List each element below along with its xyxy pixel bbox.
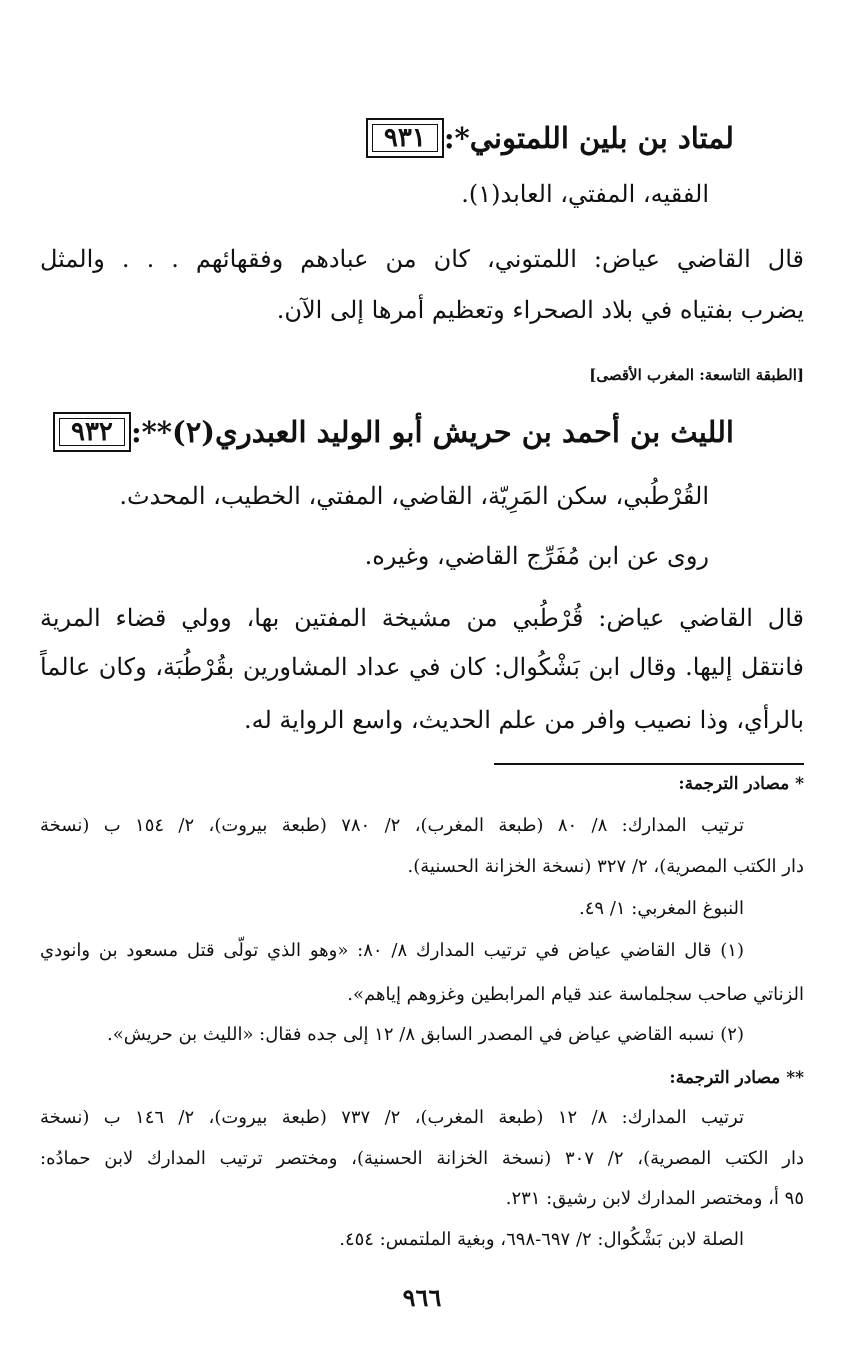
- sources-2-line-4: الصلة لابن بَشْكُوال: ٢/ ٦٩٧-٦٩٨، وبغية الملتمس: ٤٥٤.: [339, 1229, 744, 1250]
- sources-2-line-1: ترتيب المدارك: ٨/ ١٢ (طبعة المغرب)، ٢/ ٧٣٧ (طبعة بيروت)، ٢/ ١٤٦ ب (نسخة: [40, 1107, 744, 1128]
- sources-2-line-2: دار الكتب المصرية)، ٢/ ٣٠٧ (نسخة الخزانة الحسنية)، ومختصر ترتيب المدارك لابن حمادُه:: [40, 1148, 804, 1169]
- note-1-line-2: الزناتي صاحب سجلماسة عند قيام المرابطين وغزوهم إياهم».: [347, 984, 804, 1005]
- note-1-line-1: (١) قال القاضي عياض في ترتيب المدارك ٨/ ٨٠: «وهو الذي تولّى قتل مسعود بن وانودي: [40, 940, 744, 961]
- sources-1-heading: * مصادر الترجمة:: [678, 774, 804, 794]
- entry-932-line-4: فانتقل إليها. وقال ابن بَشْكُوال: كان في عداد المشاورين بقُرْطُبَة، وكان عالماً: [40, 653, 804, 681]
- sources-2-heading: ** مصادر الترجمة:: [669, 1068, 804, 1088]
- entry-number: ٩٣١: [383, 123, 426, 153]
- entry-number-box: [366, 118, 444, 158]
- page-number: ٩٦٦: [402, 1283, 442, 1312]
- sources-2-line-3: ٩٥ أ، ومختصر المدارك لابن رشيق: ٢٣١.: [505, 1188, 804, 1209]
- sources-1-line-1: ترتيب المدارك: ٨/ ٨٠ (طبعة المغرب)، ٢/ ٧٨٠ (طبعة بيروت)، ٢/ ١٥٤ ب (نسخة: [40, 815, 744, 836]
- sources-1-line-2: دار الكتب المصرية)، ٢/ ٣٢٧ (نسخة الخزانة الحسنية).: [407, 856, 804, 877]
- entry-931-line-1: الفقيه، المفتي، العابد(١).: [461, 180, 709, 208]
- entry-932-line-3: قال القاضي عياض: قُرْطُبي من مشيخة المفتين بها، وولي قضاء المرية: [40, 604, 804, 632]
- entry-932-line-5: بالرأي، وذا نصيب وافر من علم الحديث، واسع الرواية له.: [243, 706, 804, 734]
- entry-932-heading: [53, 412, 750, 452]
- entry-932-line-1: القُرْطُبي، سكن المَرِيّة، القاضي، المفتي، الخطيب، المحدث.: [119, 482, 709, 510]
- entry-931-line-3: يضرب بفتياه في بلاد الصحراء وتعظيم أمرها إلى الآن.: [276, 296, 804, 324]
- entry-title: الليث بن أحمد بن حريش أبو الوليد العبدري(٢)**:: [130, 415, 734, 449]
- sources-1-line-3: النبوغ المغربي: ١/ ٤٩.: [579, 898, 744, 919]
- entry-number: ٩٣٢: [70, 417, 113, 447]
- entry-931-heading: [366, 118, 750, 158]
- section-tag: [الطبقة التاسعة: المغرب الأقصى]: [589, 366, 804, 384]
- footnote-divider: [494, 763, 804, 765]
- entry-number-box: [53, 412, 131, 452]
- entry-932-line-2: روى عن ابن مُفَرِّج القاضي، وغيره.: [364, 542, 709, 570]
- note-2: (٢) نسبه القاضي عياض في المصدر السابق ٨/ ١٢ إلى جده فقال: «الليث بن حريش».: [106, 1024, 744, 1045]
- entry-931-line-2: قال القاضي عياض: اللمتوني، كان من عبادهم وفقهائهم . . . والمثل: [40, 245, 804, 273]
- entry-title: لمتاد بن بلين اللمتوني*:: [443, 121, 734, 155]
